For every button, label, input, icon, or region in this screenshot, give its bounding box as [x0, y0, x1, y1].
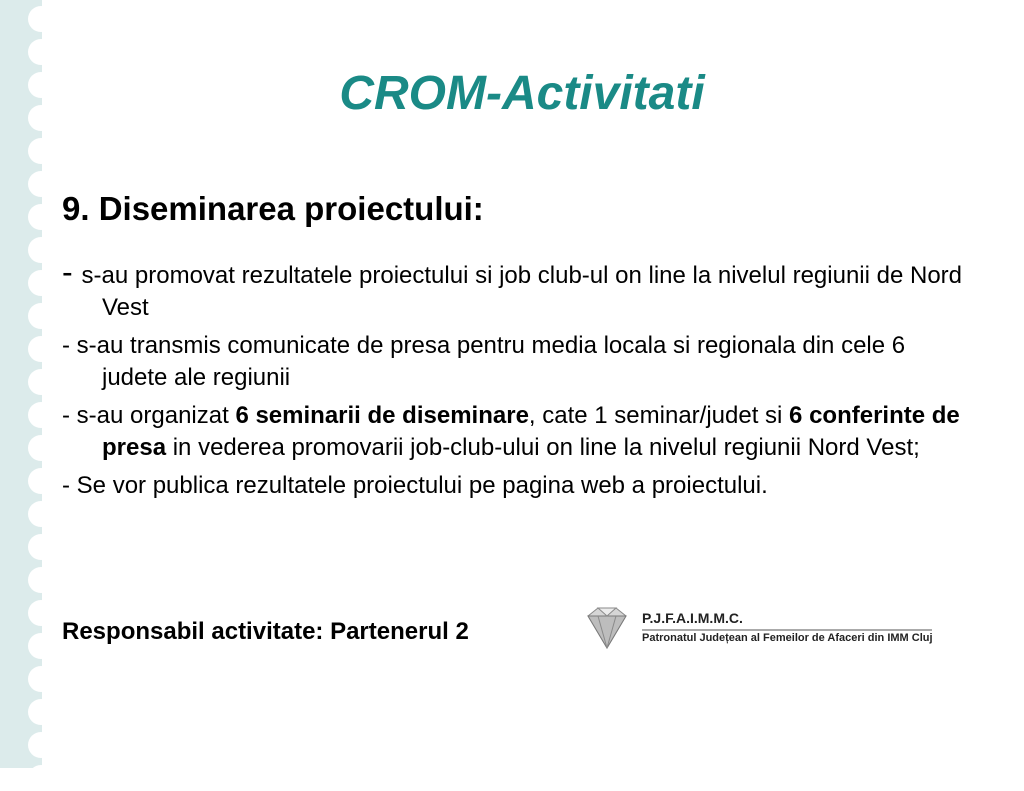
- responsible-line: Responsabil activitate: Partenerul 2: [62, 618, 469, 645]
- bullet-item: [62, 470, 962, 502]
- scallop-dot: [28, 666, 54, 692]
- scallop-dot: [28, 699, 54, 725]
- bullet-item: [62, 400, 962, 464]
- scallop-dot: [28, 369, 54, 395]
- scallop-dot: [28, 732, 54, 758]
- scallop-dot: [28, 600, 54, 626]
- scallop-dot: [28, 204, 54, 230]
- scallop-dot: [28, 39, 54, 65]
- bullet-text: , cate 1 seminar/judet si: [528, 402, 790, 429]
- slide-title: CROM-Activitati: [339, 67, 705, 120]
- bullet-text: in vederea promovarii job-club-ului on line la nivelul regiunii Nord Vest;: [166, 434, 920, 461]
- scallop-dot: [28, 6, 54, 32]
- logo-name: P.J.F.A.I.M.M.C.: [642, 610, 743, 626]
- scallop-dot: [28, 765, 54, 791]
- scallop-dot: [28, 567, 54, 593]
- bullet-dash: -: [62, 332, 77, 359]
- bullet-text: s-au promovat rezultatele proiectului si job club-ul on line la nivelul regiunii de Nord Vest: [81, 262, 963, 321]
- bullet-item: [62, 330, 962, 394]
- bullet-item: [62, 256, 962, 324]
- scallop-dot: [28, 138, 54, 164]
- scallop-dot: [28, 633, 54, 659]
- bullet-dash: -: [62, 254, 82, 290]
- scallop-dot: [28, 336, 54, 362]
- scallop-dot: [28, 303, 54, 329]
- scallop-dot: [28, 468, 54, 494]
- bullet-text: s-au transmis comunicate de presa pentru media locala si regionala din cele 6 judete ale regiunii: [76, 332, 906, 391]
- scallop-dot: [28, 501, 54, 527]
- bullet-dash: -: [62, 402, 77, 429]
- scallop-dot: [28, 435, 54, 461]
- bullet-text: Se vor publica rezultatele proiectului pe pagina web a proiectului.: [76, 472, 768, 499]
- diamond-icon: [588, 608, 626, 648]
- scallop-dot: [28, 171, 54, 197]
- bullet-list: [62, 256, 962, 508]
- scallop-dot: [28, 237, 54, 263]
- partner-logo: [580, 604, 960, 652]
- scallop-dot: [28, 534, 54, 560]
- bullet-emphasis: 6 seminarii de diseminare: [235, 402, 529, 429]
- section-heading: 9. Diseminarea proiectului:: [62, 190, 484, 227]
- bullet-text: s-au organizat: [76, 402, 236, 429]
- scallop-dot: [28, 402, 54, 428]
- bullet-dash: -: [62, 472, 77, 499]
- logo-subtitle: Patronatul Județean al Femeilor de Afaceri din IMM Cluj: [642, 632, 933, 644]
- scallop-dot: [28, 270, 54, 296]
- bullet-emphasis: 6 conferinte de presa: [102, 402, 960, 461]
